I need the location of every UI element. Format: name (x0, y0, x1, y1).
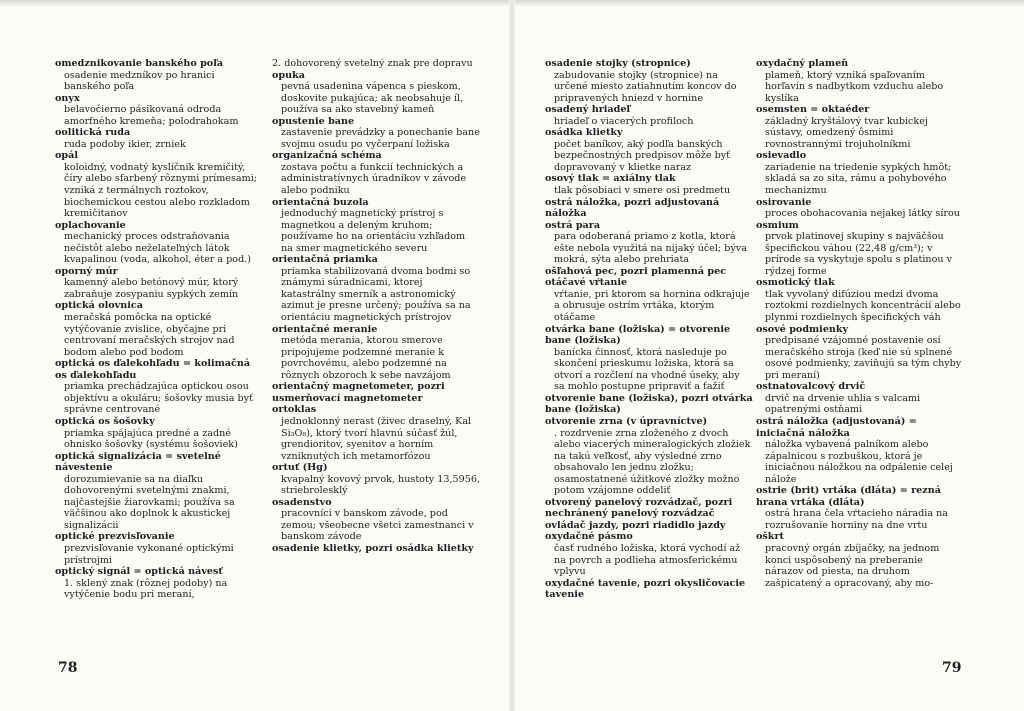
entry-definition: prvok platinovej skupiny s najväčšou špecifickou váhou (22,48 g/cm³); v prírode sa vyskytuje spolu s platinou v rýdzej forme (765, 231, 953, 277)
entry-term: orientačný magnetometer, pozri usmerňovací magnetometer (272, 381, 445, 404)
entry-definition: kvapalný kovový prvok, hustoty 13,5956, striebrolesklý (281, 473, 481, 497)
entry-definition: priamka stabilizovaná dvoma bodmi so známymi súradnicami, ktorej katastrálny smerník a astronomický azimut je presne určený; používa sa na orientáciu magnetických prístrojov (281, 265, 471, 324)
dictionary-column-4 (756, 58, 964, 589)
dictionary-entry (545, 277, 753, 323)
entry-term: osové podmienky (756, 323, 849, 335)
entry-definition: 1. sklený znak (rôznej podoby) na vytýčenie bodu pri meraní, (64, 577, 228, 601)
dictionary-entry (55, 566, 263, 601)
dictionary-entry (756, 531, 964, 589)
entry-term: otvorený panelový rozvádzač, pozri nechránený panelový rozvádzač (545, 496, 733, 520)
entry-definition: koloidný, vodnatý kyslíčnik kremičitý, číry alebo sfarbený rôznymi prímesami; vzniká z termálnych roztokov, biochemickou cestou alebo rozkladom kremičitanov (64, 161, 258, 220)
entry-definition: priamka prechádzajúca optickou osou objektívu a okuláru; šošovky musia byť správne centrované (64, 381, 253, 416)
entry-term: ostrie (brit) vrtáka (dláta) = rezná hrana vrtáka (dláta) (756, 485, 941, 508)
dictionary-entry (545, 520, 753, 532)
page-number-right: 79 (942, 660, 962, 676)
entry-term: osirovanie (756, 196, 812, 208)
entry-term: omedznikovanie banského poľa (55, 58, 224, 69)
entry-term: orientačné meranie (272, 323, 378, 335)
entry-term: ostrá náložka, pozri adjustovaná náložka (545, 196, 720, 220)
entry-term: oxydačné pásmo (545, 531, 633, 543)
dictionary-entry (545, 104, 753, 127)
entry-term: optické prezvisľovanie (55, 531, 175, 543)
entry-definition: zostava počtu a funkcií technických a administratívnych úradníkov v závode alebo podniku (281, 161, 467, 197)
dictionary-entry (55, 531, 263, 566)
entry-term: ovládač jazdy, pozri riadidlo jazdy (545, 519, 726, 531)
entry-definition: drvič na drvenie uhlia s valcami opatrenými ostňami (765, 392, 921, 416)
entry-term: osádka klietky (545, 127, 623, 139)
entry-term: oplachovanie (55, 219, 126, 231)
dictionary-column-2 (272, 58, 480, 555)
dictionary-entry (545, 393, 753, 416)
dictionary-entry (756, 277, 964, 323)
entry-term: osadenie klietky, pozri osádka klietky (272, 542, 474, 554)
dictionary-entry (55, 58, 263, 93)
dictionary-entry (756, 58, 964, 104)
entry-term: oxydačné tavenie, pozri okysličovacie tavenie (545, 577, 746, 601)
dictionary-entry (272, 497, 480, 543)
entry-term: otvorenie bane (ložiska), pozri otvárka bane (ložiska) (545, 392, 753, 416)
entry-term: organizačná schéma (272, 150, 382, 162)
entry-definition: 2. dohovorený svetelný znak pre dopravu (272, 58, 473, 69)
entry-term: osadenstvo (272, 496, 332, 508)
entry-term: oporný múr (55, 265, 118, 277)
dictionary-entry (545, 266, 753, 278)
entry-definition: priamka spájajúca predné a zadné ohnisko šošovky (systému šošoviek) (64, 427, 238, 451)
entry-definition: vŕtanie, pri ktorom sa hornina odkrajuje a obrusuje ostrím vrtáka, ktorým otáčame (554, 288, 750, 324)
entry-term: ošľahová pec, pozri plamenná pec (545, 265, 727, 277)
entry-definition: meračská pomôcka na optické vytýčovanie zvislice, obyčajne pri centrovaní meračských strojov nad bodom alebo pod bodom (64, 312, 235, 358)
entry-term: onyx (55, 92, 80, 104)
dictionary-column-3 (545, 58, 753, 601)
entry-definition: ostrá hrana čela vŕtacieho náradia na rozrušovanie horniny na dne vrtu (765, 508, 949, 531)
dictionary-entry (756, 220, 964, 278)
dictionary-entry (272, 381, 480, 404)
entry-definition: zariadenie na triedenie sypkých hmôt; skladá sa zo sita, rámu a pohybového mechanizmu (765, 161, 952, 197)
entry-term: optická os ďalekohľadu = kolimačná os ďalekohľadu (55, 358, 251, 381)
dictionary-entry (756, 416, 964, 485)
dictionary-entry (545, 173, 753, 196)
dictionary-entry (55, 220, 263, 266)
dictionary-entry (756, 150, 964, 196)
entry-definition: para odoberaná priamo z kotla, ktorá ešte nebola využitá na nijaký účel; býva mokrá, sýta alebo prehriata (554, 231, 748, 266)
book-gutter (509, 0, 515, 711)
entry-definition: zastavenie prevádzky a ponechanie bane svojmu osudu po vyčerpaní ložiska (281, 127, 480, 150)
dictionary-entry (55, 127, 263, 150)
entry-term: oxydačný plameň (756, 58, 849, 69)
dictionary-entry (756, 197, 964, 220)
dictionary-entry (272, 462, 480, 497)
entry-term: optická olovnica (55, 300, 143, 312)
dictionary-column-1 (55, 58, 263, 601)
dictionary-entry (272, 116, 480, 151)
entry-definition: metóda merania, ktorou smerove pripojujeme podzemné meranie k povrchovému, alebo podzemné na rôznych obzoroch k sebe navzájom (281, 335, 451, 381)
entry-term: ortoklas (272, 404, 317, 416)
dictionary-entry (272, 543, 480, 555)
entry-term: ostrá náložka (adjustovaná) = iniciačná náložka (756, 415, 917, 439)
entry-definition: prezvisľovanie vykonané optickými prístrojmi (64, 542, 234, 566)
entry-term: optický signál = optická návesť (55, 566, 223, 578)
dictionary-entry (55, 358, 263, 416)
dictionary-entry (545, 324, 753, 393)
entry-term: osový tlak = axiálny tlak (545, 173, 676, 185)
entry-definition: tlak vyvolaný difúziou medzi dvoma roztokmi rozdielnych koncentrácií alebo plynmi rozdielnych špecifických váh (765, 288, 961, 324)
entry-term: osemsten = oktaéder (756, 104, 870, 116)
entry-definition: osadenie medzníkov po hranici banského poľa (64, 69, 215, 93)
entry-term: opustenie bane (272, 115, 355, 127)
dictionary-entry (545, 497, 753, 520)
dictionary-entry (545, 578, 753, 601)
entry-term: orientačná priamka (272, 254, 378, 266)
entry-term: otáčavé vŕtanie (545, 277, 628, 289)
entry-term: osadenie stojky (stropnice) (545, 58, 691, 69)
entry-definition: proces obohacovania nejakej látky sírou (765, 208, 960, 220)
entry-term: optická signalizácia = svetelné návestenie (55, 450, 221, 474)
dictionary-entry (55, 416, 263, 451)
entry-definition: základný kryštálový tvar kubickej sústavy, omedzený ôsmimi rovnostrannými trojuholníkmi (765, 115, 928, 150)
entry-definition: jednoduchý magnetický prístroj s magnetkou a deleným kruhom; používame ho na orientáciu vzhľadom na smer magnetického severu (281, 208, 466, 254)
dictionary-entry (55, 93, 263, 128)
dictionary-entry (756, 381, 964, 416)
entry-definition: jednoklonný nerast (živec draselný, Kal Si₃O₈), ktorý tvorí hlavnú súčasť žúl, grendioritov, syenitov a horním vzniknutých ich metamorfózou (281, 415, 472, 462)
dictionary-entry (55, 150, 263, 219)
entry-definition: pevná usadenina vápenca s pieskom, doskovite pukajúca; ak neobsahuje íl, používa sa ako stavebný kameň (281, 81, 464, 116)
entry-term: orientačná buzola (272, 196, 369, 208)
dictionary-entry (756, 104, 964, 150)
entry-definition: kamenný alebo betónový múr, ktorý zabraňuje zosypaniu sypkých zemín (64, 277, 239, 300)
entry-definition: zabudovanie stojky (stropnice) na určené miesto zatiahnutím koncov do pripravených hniezd v hornine (554, 69, 737, 104)
entry-term: otvárka bane (ložiska) = otvorenie bane (ložiska) (545, 323, 731, 347)
entry-definition: ruda podoby ikier, zrniek (64, 138, 186, 150)
entry-term: oškrt (756, 531, 784, 543)
dictionary-entry (272, 324, 480, 382)
entry-term: opál (55, 150, 78, 162)
dictionary-entry (545, 416, 753, 497)
entry-definition: belavočierno pásikovaná odroda amorfného kremeňa; polodrahokam (64, 104, 239, 127)
entry-term: osadený hriadeľ (545, 104, 631, 116)
dictionary-entry (756, 485, 964, 531)
entry-definition: časť rudného ložiska, ktorá vychodí až na povrch a podlieha atmosferickému vplyvu (554, 542, 741, 578)
entry-definition: náložka vybavená palníkom alebo zápalnicou s rozbuškou, ktorá je iniciačnou náložkou na odpálenie celej nálože (765, 439, 953, 485)
dictionary-entry (272, 70, 480, 116)
dictionary-entry (55, 451, 263, 532)
entry-term: otvorenie zrna (v úpravníctve) (545, 415, 708, 427)
entry-definition: pracovný orgán zbíjačky, na jednom konci uspôsobený na preberanie nárazov od piesta, na druhom zašpicatený a opracovaný, aby mo- (765, 542, 940, 589)
entry-definition: predpisané vzájomné postavenie osí meračského stroja (keď nie sú splnené osové podmienky, zaviňujú sa tým chyby pri meraní) (765, 335, 962, 381)
dictionary-entry (272, 58, 480, 70)
entry-term: ortuť (Hg) (272, 462, 328, 474)
entry-term: osievadlo (756, 150, 807, 162)
dictionary-entry (55, 300, 263, 358)
entry-term: opuka (272, 69, 305, 81)
entry-definition: pracovníci v banskom závode, pod zemou; všeobecne všetci zamestnanci v banskom závode (281, 508, 474, 543)
entry-term: ostrá para (545, 219, 601, 231)
dictionary-entry (545, 58, 753, 104)
dictionary-entry (272, 254, 480, 323)
dictionary-entry (756, 324, 964, 382)
entry-definition: . rozdrvenie zrna zloženého z dvoch alebo viacerých mineralogických zložiek na takú veľkosť, aby výsledné zrno obsahovalo len jednu zložku; osamostatnené úžitkové zložky možno potom vzájomne oddeliť (554, 427, 751, 497)
entry-definition: dorozumievanie sa na diaľku dohovorenými svetelnými znakmi, najčastejšie žiarovkami; používa sa väčšinou ako doplnok k akustickej signalizácii (64, 473, 235, 531)
dictionary-entry (545, 220, 753, 266)
dictionary-entry (272, 404, 480, 462)
dictionary-entry (545, 127, 753, 173)
dictionary-entry (545, 531, 753, 577)
entry-definition: plameň, ktorý vzniká spaľovaním horľavín s nadbytkom vzduchu alebo kyslíka (765, 69, 944, 104)
dictionary-entry (272, 197, 480, 255)
entry-definition: mechanický proces odstraňovania nečistôt alebo neželateľných látok kvapalinou (voda, alkohol, éter a pod.) (64, 231, 251, 266)
entry-term: ostnatovalcový drvič (756, 381, 866, 393)
entry-term: optická os šošovky (55, 415, 155, 427)
entry-definition: hriadeľ o viacerých profiloch (554, 115, 694, 127)
dictionary-entry (55, 266, 263, 301)
entry-term: oolitická ruda (55, 127, 131, 139)
entry-definition: počet baníkov, aký podľa banských bezpečnostných predpisov môže byť dopravovaný v klietke naraz (554, 138, 730, 173)
entry-term: osmotický tlak (756, 277, 835, 289)
dictionary-entry (272, 150, 480, 196)
page-number-left: 78 (58, 660, 78, 676)
entry-definition: tlak pôsobiaci v smere osi predmetu (554, 185, 731, 197)
entry-definition: banícka činnosť, ktorá nasleduje po skončení prieskumu ložiska, ktorá sa otvorí a rozčlení na vhodné úseky, aby sa mohlo postupne pripraviť a ťažiť (554, 346, 740, 393)
dictionary-entry (545, 197, 753, 220)
entry-term: osmium (756, 219, 799, 231)
